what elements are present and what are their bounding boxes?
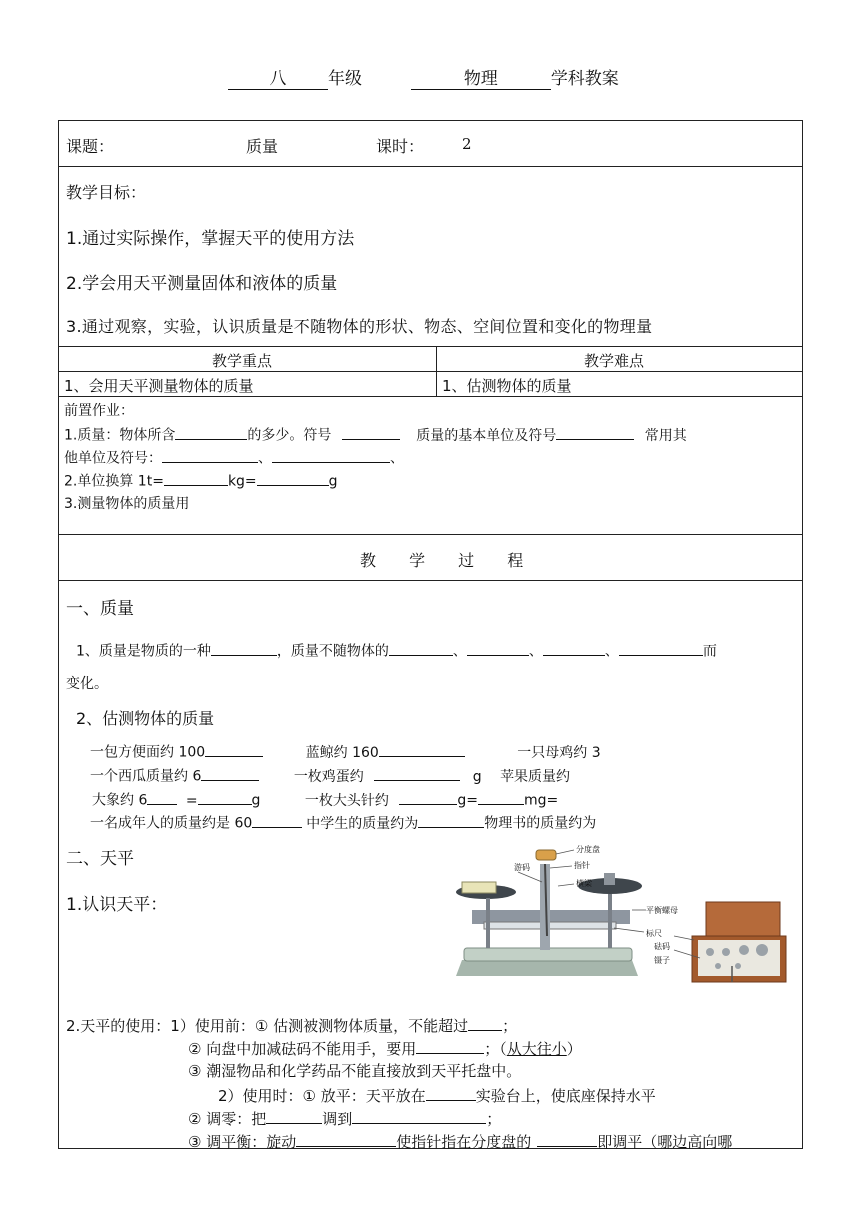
usage-line-2	[188, 1037, 582, 1059]
text: 即调平（哪边高向哪	[597, 1132, 733, 1151]
text: 苹果质量约	[500, 768, 571, 785]
label-scale-disk: 分度盘	[576, 845, 600, 854]
blank[interactable]	[416, 1037, 484, 1054]
objective-item: 1.通过实际操作，掌握天平的使用方法	[66, 229, 355, 249]
text: ② 调零：把	[188, 1109, 267, 1128]
topic-value: 质量	[246, 137, 279, 156]
preview-text: 常用其	[644, 427, 687, 444]
preview-text: 他单位及符号：	[64, 450, 162, 467]
text: 、	[452, 643, 467, 660]
objective-item: 3.通过观察，实验，认识质量是不随物体的形状、物态、空间位置和变化的物理量	[66, 317, 653, 336]
text: 实验台上，使底座保持水平	[475, 1086, 656, 1105]
label-pointer: 指针	[574, 861, 590, 870]
weight-icon	[735, 963, 741, 969]
text: ② 向盘中加减砝码不能用手，要用	[188, 1039, 417, 1058]
blank[interactable]	[374, 765, 460, 781]
text: g	[251, 792, 261, 809]
estimate-row-3	[92, 789, 558, 810]
preview-text: 、	[390, 450, 404, 467]
text: 一只母鸡约 3	[517, 744, 601, 761]
text: mg=	[523, 792, 559, 809]
preview-text: 、	[258, 450, 272, 467]
text: 一枚鸡蛋约	[293, 768, 364, 785]
weight-icon	[739, 945, 749, 955]
right-pan-weight	[604, 873, 615, 885]
preview-text: 的多少。符号	[247, 427, 332, 444]
blank[interactable]	[537, 1130, 597, 1147]
weight-icon	[722, 948, 730, 956]
text: 1、质量是物质的一种	[76, 643, 211, 660]
blank[interactable]	[389, 640, 453, 656]
preview-text: 1.质量：物体所含	[64, 427, 176, 444]
blank[interactable]	[164, 470, 228, 486]
blank[interactable]	[175, 424, 247, 440]
text: ；	[486, 1109, 502, 1128]
estimate-row-4	[90, 812, 596, 833]
section-1-title: 一、质量	[66, 599, 134, 619]
label-rider: 游码	[514, 863, 530, 872]
blank[interactable]	[379, 741, 465, 757]
difficulty-item: 1、估测物体的质量	[442, 377, 572, 395]
usage-line-3: ③ 潮湿物品和化学药品不能直接放到天平托盘中。	[188, 1062, 522, 1080]
blank[interactable]	[543, 640, 605, 656]
grade-value: 八	[228, 64, 328, 90]
blank[interactable]	[418, 812, 484, 828]
usage-line-4	[218, 1084, 656, 1106]
text: 使指针指在分度盘的	[396, 1132, 532, 1151]
preview-line-1	[64, 424, 687, 445]
blank[interactable]	[205, 741, 263, 757]
subject-suffix: 学科教案	[550, 69, 619, 89]
text: ，质量不随物体的	[276, 643, 389, 660]
text: 一枚大头针约	[304, 792, 389, 809]
focus-header: 教学重点	[212, 352, 273, 370]
text: 、	[528, 643, 543, 660]
text: ）	[566, 1039, 582, 1058]
text: ；（	[484, 1039, 507, 1058]
left-pan-sample	[462, 882, 496, 893]
scale-disk-icon	[536, 850, 556, 860]
difficulty-header: 教学难点	[584, 352, 645, 370]
blank[interactable]	[162, 447, 258, 463]
preview-text: 2.单位换算 1t=	[64, 473, 164, 490]
text: ；	[502, 1016, 518, 1035]
section-1-item-1	[76, 640, 717, 661]
text: 2）使用时：① 放平：天平放在	[218, 1086, 426, 1105]
focus-item: 1、会用天平测量物体的质量	[64, 377, 254, 395]
preview-heading: 前置作业：	[64, 403, 134, 419]
blank[interactable]	[619, 640, 703, 656]
text: 大象约 6	[92, 792, 148, 809]
text: g=	[457, 792, 478, 809]
label-beam: 横梁	[576, 879, 592, 888]
balance-illustration	[448, 840, 792, 990]
blank[interactable]	[478, 789, 524, 805]
period-value: 2	[462, 135, 472, 153]
text: 2.天平的使用：1）使用前：① 估测被测物体质量，不能超过	[66, 1016, 469, 1035]
blank[interactable]	[272, 447, 390, 463]
section-2-item-1: 1.认识天平：	[66, 895, 168, 915]
text: 物理书的质量约为	[484, 815, 597, 832]
preview-text: kg=	[227, 473, 257, 490]
blank[interactable]	[296, 1130, 396, 1147]
text: 蓝鲸约 160	[305, 744, 379, 761]
preview-text: 质量的基本单位及符号	[416, 427, 557, 444]
weight-icon	[756, 944, 768, 956]
blank[interactable]	[266, 1107, 322, 1124]
preview-line-3	[64, 470, 338, 491]
blank[interactable]	[556, 424, 634, 440]
text: ③ 调平衡：旋动	[188, 1132, 297, 1151]
text: 中学生的质量约为	[306, 815, 419, 832]
process-title: 教 学 过 程	[360, 551, 538, 570]
blank[interactable]	[211, 640, 277, 656]
grade-suffix: 年级	[328, 69, 362, 89]
section-1-item-2: 2、估测物体的质量	[76, 709, 215, 728]
balance-base	[456, 960, 638, 976]
blank[interactable]	[467, 640, 529, 656]
blank[interactable]	[468, 1014, 502, 1031]
text: 从大往小	[506, 1039, 567, 1058]
usage-line-5	[188, 1107, 501, 1129]
objective-item: 2.学会用天平测量固体和液体的质量	[66, 274, 338, 294]
topic-label: 课题：	[66, 137, 115, 156]
blank[interactable]	[342, 424, 400, 440]
blank[interactable]	[257, 470, 329, 486]
weight-icon	[706, 948, 714, 956]
text: 一个西瓜质量约 6	[90, 768, 202, 785]
label-tweezers: 镊子	[654, 956, 670, 965]
text: 调到	[322, 1109, 353, 1128]
blank[interactable]	[201, 765, 259, 781]
label-ruler: 标尺	[646, 929, 662, 938]
text: 、	[604, 643, 619, 660]
objectives-heading: 教学目标：	[66, 183, 147, 202]
weight-icon	[715, 963, 721, 969]
subject-value: 物理	[411, 64, 551, 90]
text: 而	[702, 643, 717, 660]
label-weights: 砝码	[654, 942, 670, 951]
preview-line-2	[64, 447, 404, 468]
text: 一包方便面约 100	[90, 744, 206, 761]
document-header	[228, 64, 619, 90]
preview-text: g	[328, 473, 338, 490]
text: =	[185, 792, 198, 809]
blank[interactable]	[198, 789, 252, 805]
usage-line-6	[188, 1130, 732, 1152]
preview-line-4: 3.测量物体的质量用	[64, 496, 190, 512]
section-2-title: 二、天平	[66, 849, 134, 869]
section-1-item-1-cont: 变化。	[66, 676, 108, 692]
blank[interactable]	[399, 789, 457, 805]
text: g	[472, 768, 482, 785]
usage-line-1	[66, 1014, 517, 1036]
text: 一名成年人的质量约是 60	[90, 815, 253, 832]
period-label: 课时：	[376, 137, 425, 156]
blank[interactable]	[426, 1084, 476, 1101]
blank[interactable]	[252, 812, 302, 828]
blank[interactable]	[147, 789, 177, 805]
blank[interactable]	[352, 1107, 486, 1124]
estimate-row-1	[90, 741, 601, 762]
estimate-row-2	[90, 765, 570, 786]
label-nut: 平衡螺母	[646, 906, 678, 915]
